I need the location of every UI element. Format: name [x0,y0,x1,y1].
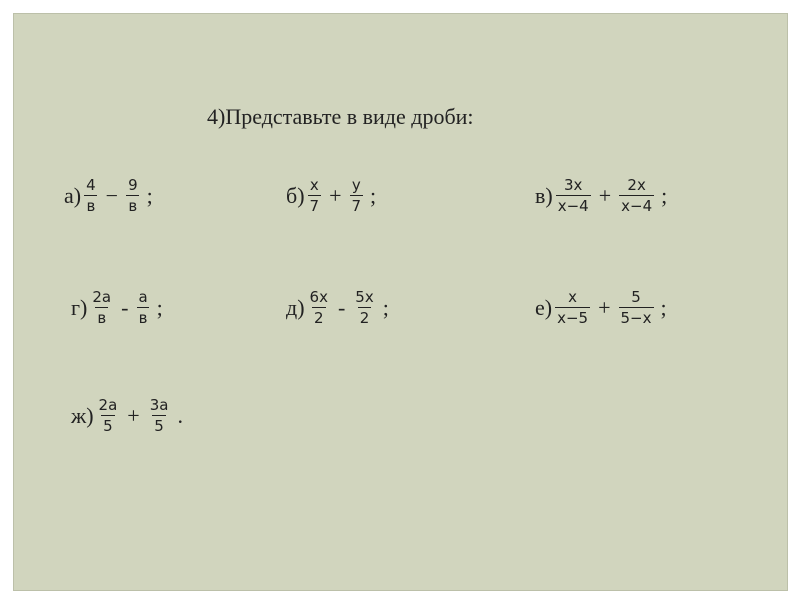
exercise-v [535,176,667,215]
denominator: в [86,197,96,215]
denominator: в [97,309,107,327]
terminator: . [177,402,183,428]
numerator: a [138,288,148,306]
exercise-d [286,288,389,327]
denominator: 2 [313,309,324,327]
fraction [136,288,149,327]
denominator: 7 [309,197,320,215]
denominator: x−4 [621,197,653,215]
denominator: x−5 [557,309,589,327]
operator: − [105,182,119,208]
numerator: y [351,176,361,194]
terminator: ; [156,294,163,320]
exercise-g [71,288,163,327]
exercise-label: д) [286,294,305,320]
exercise-label: ж) [71,402,94,428]
fraction [308,176,322,215]
numerator: 5x [355,288,374,306]
numerator: 2a [98,396,118,414]
fraction [308,288,330,327]
fraction [84,176,98,215]
numerator: 3x [564,176,583,194]
terminator: ; [382,294,389,320]
numerator: 9 [128,176,138,194]
exercise-label: г) [71,294,88,320]
fraction [556,176,591,215]
exercise-label: а) [64,182,82,208]
denominator: 5 [103,417,113,435]
fraction [619,288,654,327]
exercise-label: в) [535,182,553,208]
exercise-label: б) [286,182,305,208]
denominator: 5−x [620,309,652,327]
numerator: 2a [92,288,112,306]
operator: - [337,294,346,320]
denominator: 2 [359,309,370,327]
denominator: 5 [154,417,164,435]
fraction [148,396,171,435]
denominator: в [128,197,138,215]
fraction [350,176,364,215]
operator: + [329,182,342,208]
fraction [619,176,654,215]
terminator: ; [661,182,668,208]
numerator: 2x [627,176,646,194]
operator: - [121,294,129,320]
operator: + [598,294,611,320]
fraction [90,288,113,327]
slide-title: 4)Представьте в виде дроби: [207,104,474,129]
numerator: 4 [86,176,96,194]
exercise-a [64,176,153,215]
terminator: ; [146,182,153,208]
terminator: ; [660,294,667,320]
operator: + [127,402,140,428]
numerator: 5 [631,288,641,306]
denominator: x−4 [557,197,589,215]
denominator: в [138,309,148,327]
denominator: 7 [351,197,362,215]
fraction [353,288,375,327]
fraction [97,396,120,435]
numerator: x [568,288,578,306]
slide [13,13,788,591]
operator: + [598,182,612,208]
exercise-label: е) [535,294,553,320]
numerator: 6x [309,288,328,306]
fraction [555,288,590,327]
numerator: 3a [149,396,169,414]
exercise-zh [71,396,183,435]
exercise-e [535,288,667,327]
exercise-b [286,176,376,215]
numerator: x [309,176,319,194]
terminator: ; [370,182,377,208]
fraction [126,176,140,215]
